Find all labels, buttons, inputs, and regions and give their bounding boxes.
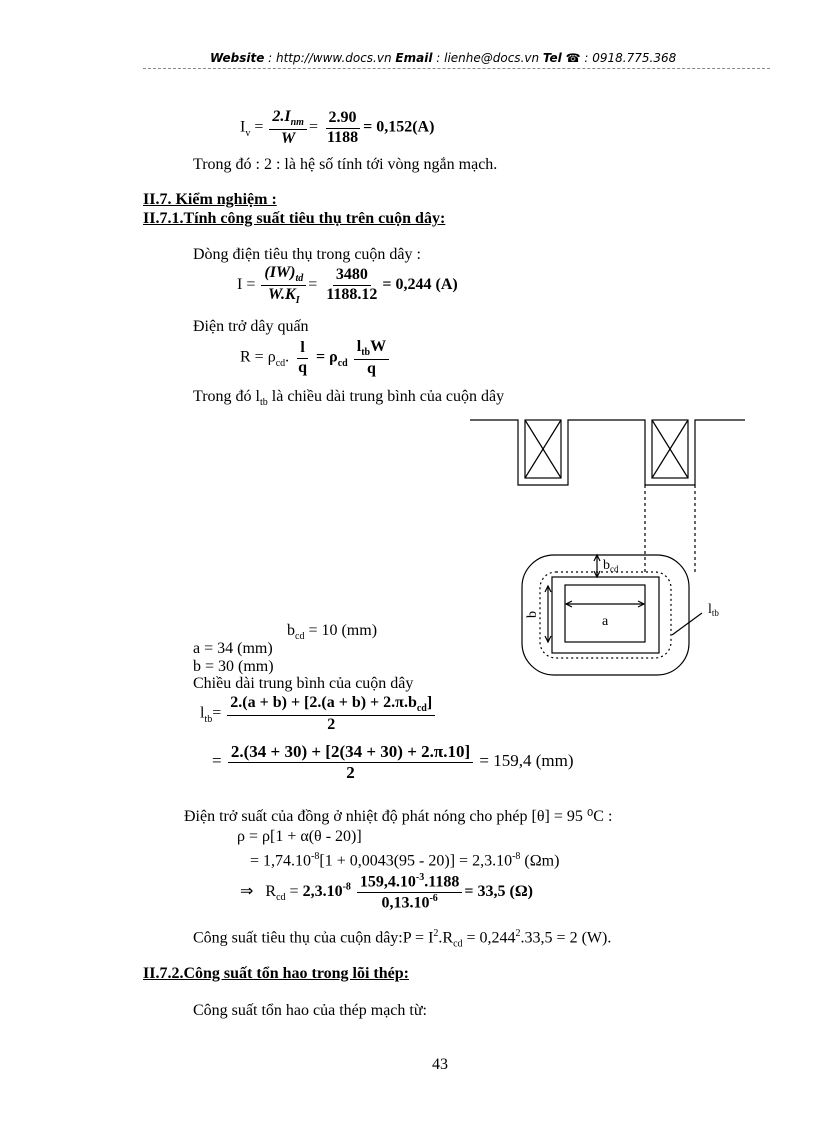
power-sup2: 2 (515, 928, 521, 939)
eq-ltb2-num: 2.(34 + 30) + [2(34 + 30) + 2.π.10] (228, 742, 473, 763)
rho2-sup2: -8 (512, 851, 521, 862)
email-value: : lienhe@docs.vn (432, 51, 543, 65)
eq-r-n1: l (297, 339, 307, 358)
rho2-sup1: -8 (311, 851, 320, 862)
eq-rcd-coef-sup: -8 (342, 881, 351, 893)
eq-rcd-lhs-tail: = (285, 882, 299, 900)
eq-i-lhs: I = (237, 275, 256, 293)
eq-ltb2-frac (228, 742, 473, 782)
eq-rcd-lhs: R (265, 882, 277, 900)
eq-r-frac1 (295, 339, 310, 377)
eq-rcd-coef: 2,3.10 (302, 882, 343, 900)
eq-ltb-lhs-tail: = (212, 704, 222, 722)
diagram-b-label: b (525, 611, 540, 618)
power-sub1: cd (453, 938, 463, 950)
eq-ltb-lhs-sub: tb (204, 713, 213, 725)
eq-rcd-num: 159,4.10 (359, 873, 416, 891)
eq-r-lhs-sub: cd (275, 357, 286, 369)
power-mid2: = 0,244 (462, 929, 516, 947)
eq-r-frac2 (354, 338, 389, 378)
eq-rcd-den: 0,13.10 (381, 894, 430, 912)
eq-r-n2-sub: tb (361, 347, 371, 359)
equation-i: I = $\frac{(IW)_{td}}{W.K_I}$ = $\frac{3480}{1188.12}$ = 0,244 (A) (237, 264, 458, 306)
current-label: Dòng điện tiêu thụ trong cuộn dây : (193, 246, 421, 263)
website-value: : http://www.docs.vn (264, 51, 396, 65)
eq-r-d2: q (366, 359, 376, 377)
subsection-2-title: II.7.2.Công suất tổn hao trong lõi thép: (143, 965, 409, 982)
power-mid1: .R (438, 929, 454, 947)
eq-ltb-den: 2 (327, 715, 336, 733)
eq-rcd-result: = 33,5 (Ω) (464, 882, 533, 900)
rho-line-2 (250, 851, 559, 870)
eq-i-d1-sub: I (295, 294, 300, 306)
rho2-mid: [1 + 0,0043(95 - 20)] = 2,3.10 (319, 852, 513, 870)
eq-iv-result: = 0,152(A) (363, 118, 435, 136)
coil-diagram (470, 415, 760, 690)
a-value: a = 34 (mm) (193, 640, 273, 657)
rho2-post: (Ωm) (520, 852, 560, 870)
power-line (193, 928, 611, 950)
equation-rcd (240, 872, 533, 912)
tel-label: Tel (542, 51, 562, 65)
eq-iv-frac1 (269, 108, 307, 148)
email-label: Email (395, 51, 433, 65)
avg-length-label: Chiều dài trung bình của cuộn dây (193, 675, 414, 692)
eq-r-mid: = ρ (316, 348, 338, 366)
eq-r-mid-sub: cd (337, 357, 348, 369)
core-outline (470, 420, 745, 485)
eq-r-d1: q (298, 358, 308, 376)
eq-r-n2: l (356, 338, 362, 355)
eq-ltb2-result: = 159,4 (mm) (479, 750, 574, 770)
eq-rcd-frac (357, 872, 462, 912)
eq-i-n2: 3480 (333, 266, 371, 285)
power-post: .33,5 = 2 (W). (520, 929, 612, 947)
page-number: 43 (432, 1056, 448, 1073)
diagram-bcd-label: $b_{cd}$ (603, 558, 619, 574)
eq-ltb-num-sub: cd (416, 703, 427, 715)
equation-r: $R = \rho_{cd}$. $\frac{l}{q}$ = $\rho_{cd}$ $\frac{l_{tb}W}{q}$ (240, 338, 391, 378)
resistivity-label: Điện trở suất của đồng ở nhiệt độ phát nóng cho phép [θ] = 95 ⁰C : (184, 808, 613, 825)
eq-i-d2: 1188.12 (326, 285, 378, 303)
ltb-label (193, 388, 504, 408)
header-divider (143, 68, 770, 69)
diagram-ltb-label: $l_{tb}$ (708, 602, 719, 618)
bcd-pre: b (287, 622, 295, 639)
eq-r-lhs: R = ρ (240, 348, 276, 366)
page-header (210, 51, 676, 65)
resistance-label: Điện trở dây quấn (193, 318, 309, 335)
eq-iv-n1-sub: nm (290, 117, 304, 129)
eq-i-n1-sub: td (295, 273, 304, 285)
eq-ltb-num-tail: ] (426, 694, 433, 711)
eq-i-result: = 0,244 (A) (382, 275, 458, 293)
bcd-sub: cd (295, 631, 305, 643)
equation-ltb (200, 694, 437, 734)
eq-i-d1: W.K (267, 285, 296, 303)
eq-ltb-frac (227, 694, 435, 734)
rho-line-1: ρ = ρ[1 + α(θ - 20)] (237, 828, 362, 845)
diagram-a-label: a (602, 614, 609, 629)
eq-ltb2-lhs: = (212, 750, 222, 770)
b-value: b = 30 (mm) (193, 658, 274, 675)
phone-icon: ☎ (565, 51, 581, 65)
eq-iv-n2: 2.90 (326, 109, 360, 128)
bcd-post: = 10 (mm) (304, 622, 378, 639)
eq-iv-d2: 1188 (326, 128, 359, 146)
equation-ltb-numeric (212, 742, 573, 782)
eq-iv-lhs-sub: v (245, 127, 251, 139)
section-title: II.7. Kiểm nghiệm : (143, 191, 277, 208)
core-loss-label: Công suất tổn hao của thép mạch từ: (193, 1002, 427, 1019)
bcd-value (287, 622, 377, 642)
eq-iv-d1: W (281, 129, 296, 147)
ltb-label-post: là chiều dài trung bình của cuộn dây (267, 388, 505, 405)
eq-iv-frac2 (324, 109, 361, 147)
eq-rcd-den-sup: -6 (429, 892, 438, 904)
eq-i-n1: (IW) (264, 264, 296, 281)
note-iv: Trong đó : 2 : là hệ số tính tới vòng ngắn mạch. (193, 156, 498, 173)
eq-ltb2-den: 2 (346, 762, 355, 782)
rho2-pre: = 1,74.10 (250, 852, 312, 870)
power-sup1: 2 (433, 928, 439, 939)
eq-ltb-lhs: l (200, 704, 205, 722)
equation-iv: $I_v$ = $\frac{2.I_{nm}}{W}$ = $\frac{2.90}{1188}$ = 0,152(A) (240, 108, 435, 147)
tel-value: : 0918.775.368 (580, 51, 677, 65)
eq-rcd-num-sup: -3 (415, 872, 425, 883)
eq-i-frac1 (261, 264, 306, 306)
eq-iv-lhs: I (240, 118, 246, 136)
eq-iv-n1: 2.I (272, 108, 291, 125)
eq-rcd-lhs-sub: cd (276, 892, 286, 904)
ltb-label-sub: tb (259, 397, 268, 409)
ltb-label-pre: Trong đó l (193, 388, 260, 405)
eq-rcd-num-tail: .1188 (424, 873, 460, 891)
eq-i-frac2 (323, 266, 380, 304)
subsection-1-title: II.7.1.Tính công suất tiêu thụ trên cuộn dây: (143, 210, 446, 227)
eq-ltb-num: 2.(a + b) + [2.(a + b) + 2.π.b (230, 694, 417, 711)
eq-r-n2-tail: W (370, 338, 387, 355)
eq-rcd-arrow: ⇒ (240, 882, 254, 900)
power-pre: Công suất tiêu thụ của cuộn dây:P = I (193, 929, 434, 947)
website-label: Website (210, 51, 265, 65)
